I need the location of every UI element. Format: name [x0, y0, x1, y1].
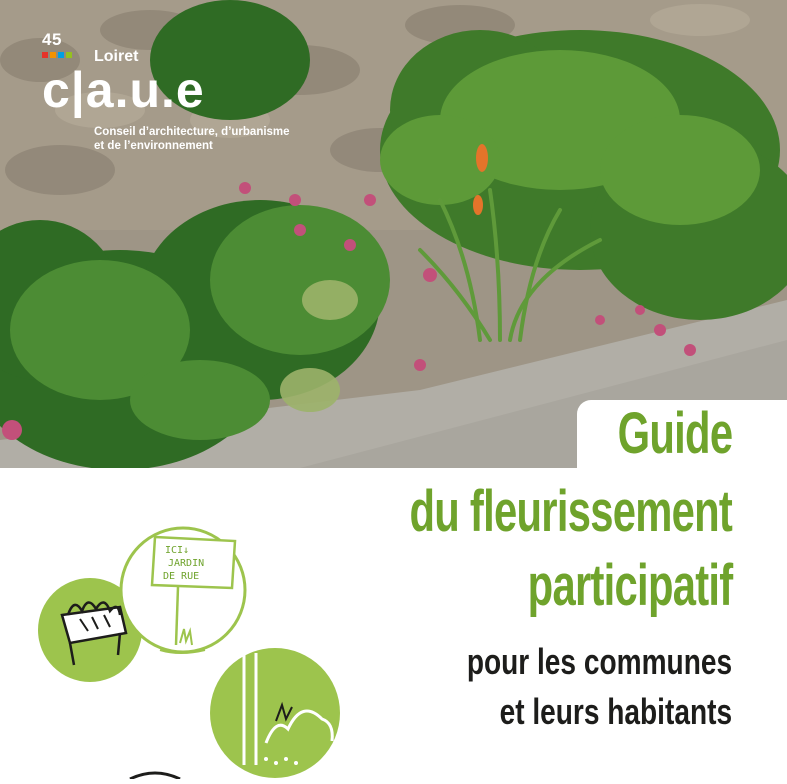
logo-tagline-line2: et de l’environnement — [94, 140, 213, 152]
title-line-3: participatif — [527, 553, 732, 618]
subtitle-line-1: pour les communes — [466, 641, 732, 682]
logo-region: Loiret — [94, 48, 139, 65]
logo-department-number: 45 — [42, 30, 62, 49]
logo-color-squares — [42, 52, 72, 58]
sign-text-line2: JARDIN — [168, 558, 205, 569]
sign-text-line1: ICI↓ — [165, 545, 190, 556]
street-garden-sign-illustration — [121, 528, 245, 653]
illustration-group — [30, 515, 360, 779]
logo-wordmark: c|a.u.e — [42, 62, 205, 118]
sign-text-line3: DE RUE — [163, 571, 200, 582]
subtitle-line-2: et leurs habitants — [499, 691, 732, 732]
logo-tagline-line1: Conseil d’architecture, d’urbanisme — [94, 126, 290, 138]
caue-logo — [42, 30, 322, 160]
title-line-2: du fleurissement — [409, 479, 732, 544]
wall-planting-illustration — [210, 648, 340, 778]
title-line-1: Guide — [617, 401, 732, 466]
